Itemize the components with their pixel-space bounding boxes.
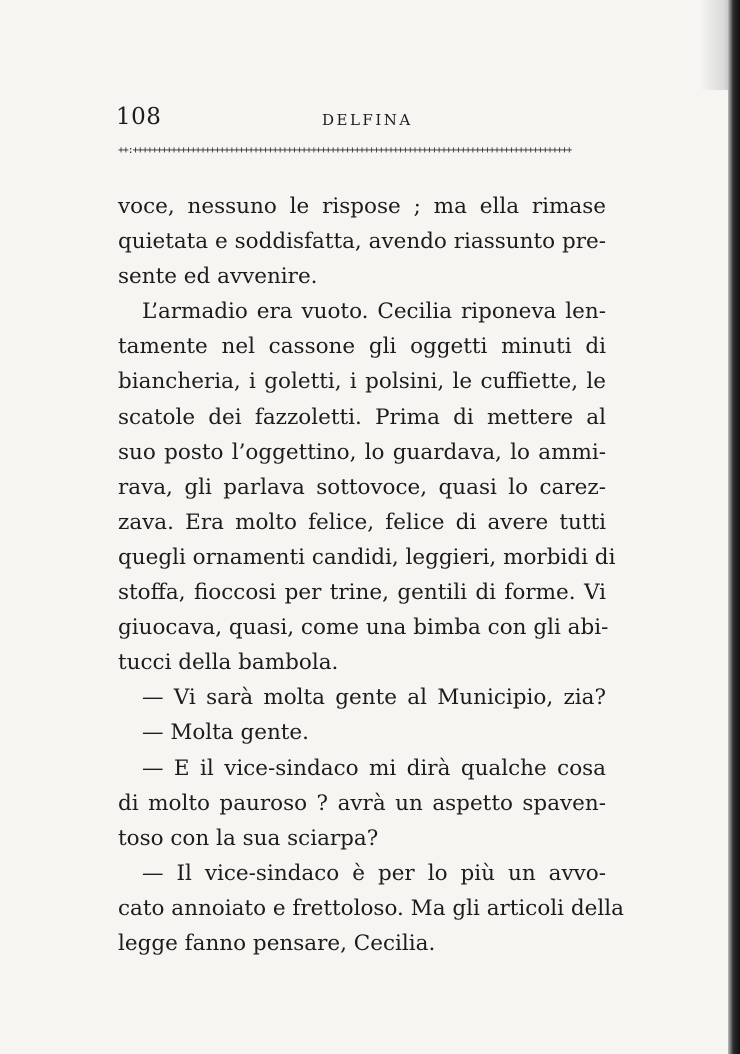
text-line: biancheria, i goletti, i polsini, le cuffiette, le — [118, 369, 606, 395]
text-line: stoffa, fioccosi per trine, gentili di forme. Vi — [118, 580, 606, 606]
ornamental-rule: ++:+++++++++++++++++++++++++++++++++++++++++++++++++++++++++++++++++++++++++++++++++++++++++++ — [118, 145, 572, 156]
running-title: DELFINA — [322, 111, 413, 129]
text-line: legge fanno pensare, Cecilia. — [118, 930, 436, 956]
text-line: quietata e soddisfatta, avendo riassunto pre- — [118, 229, 606, 255]
text-line: voce, nessuno le rispose ; ma ella rimase — [118, 194, 606, 219]
text-line: giuocava, quasi, come una bimba con gli abi- — [118, 615, 609, 641]
text-line: — E il vice-sindaco mi dirà qualche cosa — [142, 755, 606, 781]
text-line: tucci della bambola. — [118, 650, 339, 676]
text-line: rava, gli parlava sottovoce, quasi lo carez- — [118, 474, 606, 500]
text-line: cato annoiato e frettoloso. Ma gli articoli della — [118, 895, 624, 921]
text-line: suo posto l’oggettino, lo guardava, lo ammi- — [118, 439, 606, 465]
text-line: quegli ornamenti candidi, leggieri, morbidi di — [118, 544, 616, 570]
text-line: L’armadio era vuoto. Cecilia riponeva len- — [142, 299, 606, 325]
text-line: tamente nel cassone gli oggetti minuti di — [118, 334, 606, 360]
body-text — [118, 189, 624, 961]
scan-edge — [728, 0, 740, 1054]
text-line: — Il vice-sindaco è per lo più un avvo- — [142, 860, 606, 886]
text-line: di molto pauroso ? avrà un aspetto spaven- — [118, 790, 606, 816]
text-line: — Molta gente. — [142, 720, 309, 746]
text-line: toso con la sua sciarpa? — [118, 825, 379, 851]
text-line: — Vi sarà molta gente al Municipio, zia? — [142, 685, 606, 711]
text-line: sente ed avvenire. — [118, 264, 318, 290]
text-line: scatole dei fazzoletti. Prima di mettere al — [118, 404, 606, 430]
page-number: 108 — [116, 104, 162, 130]
text-line: zava. Era molto felice, felice di avere tutti — [118, 509, 606, 535]
